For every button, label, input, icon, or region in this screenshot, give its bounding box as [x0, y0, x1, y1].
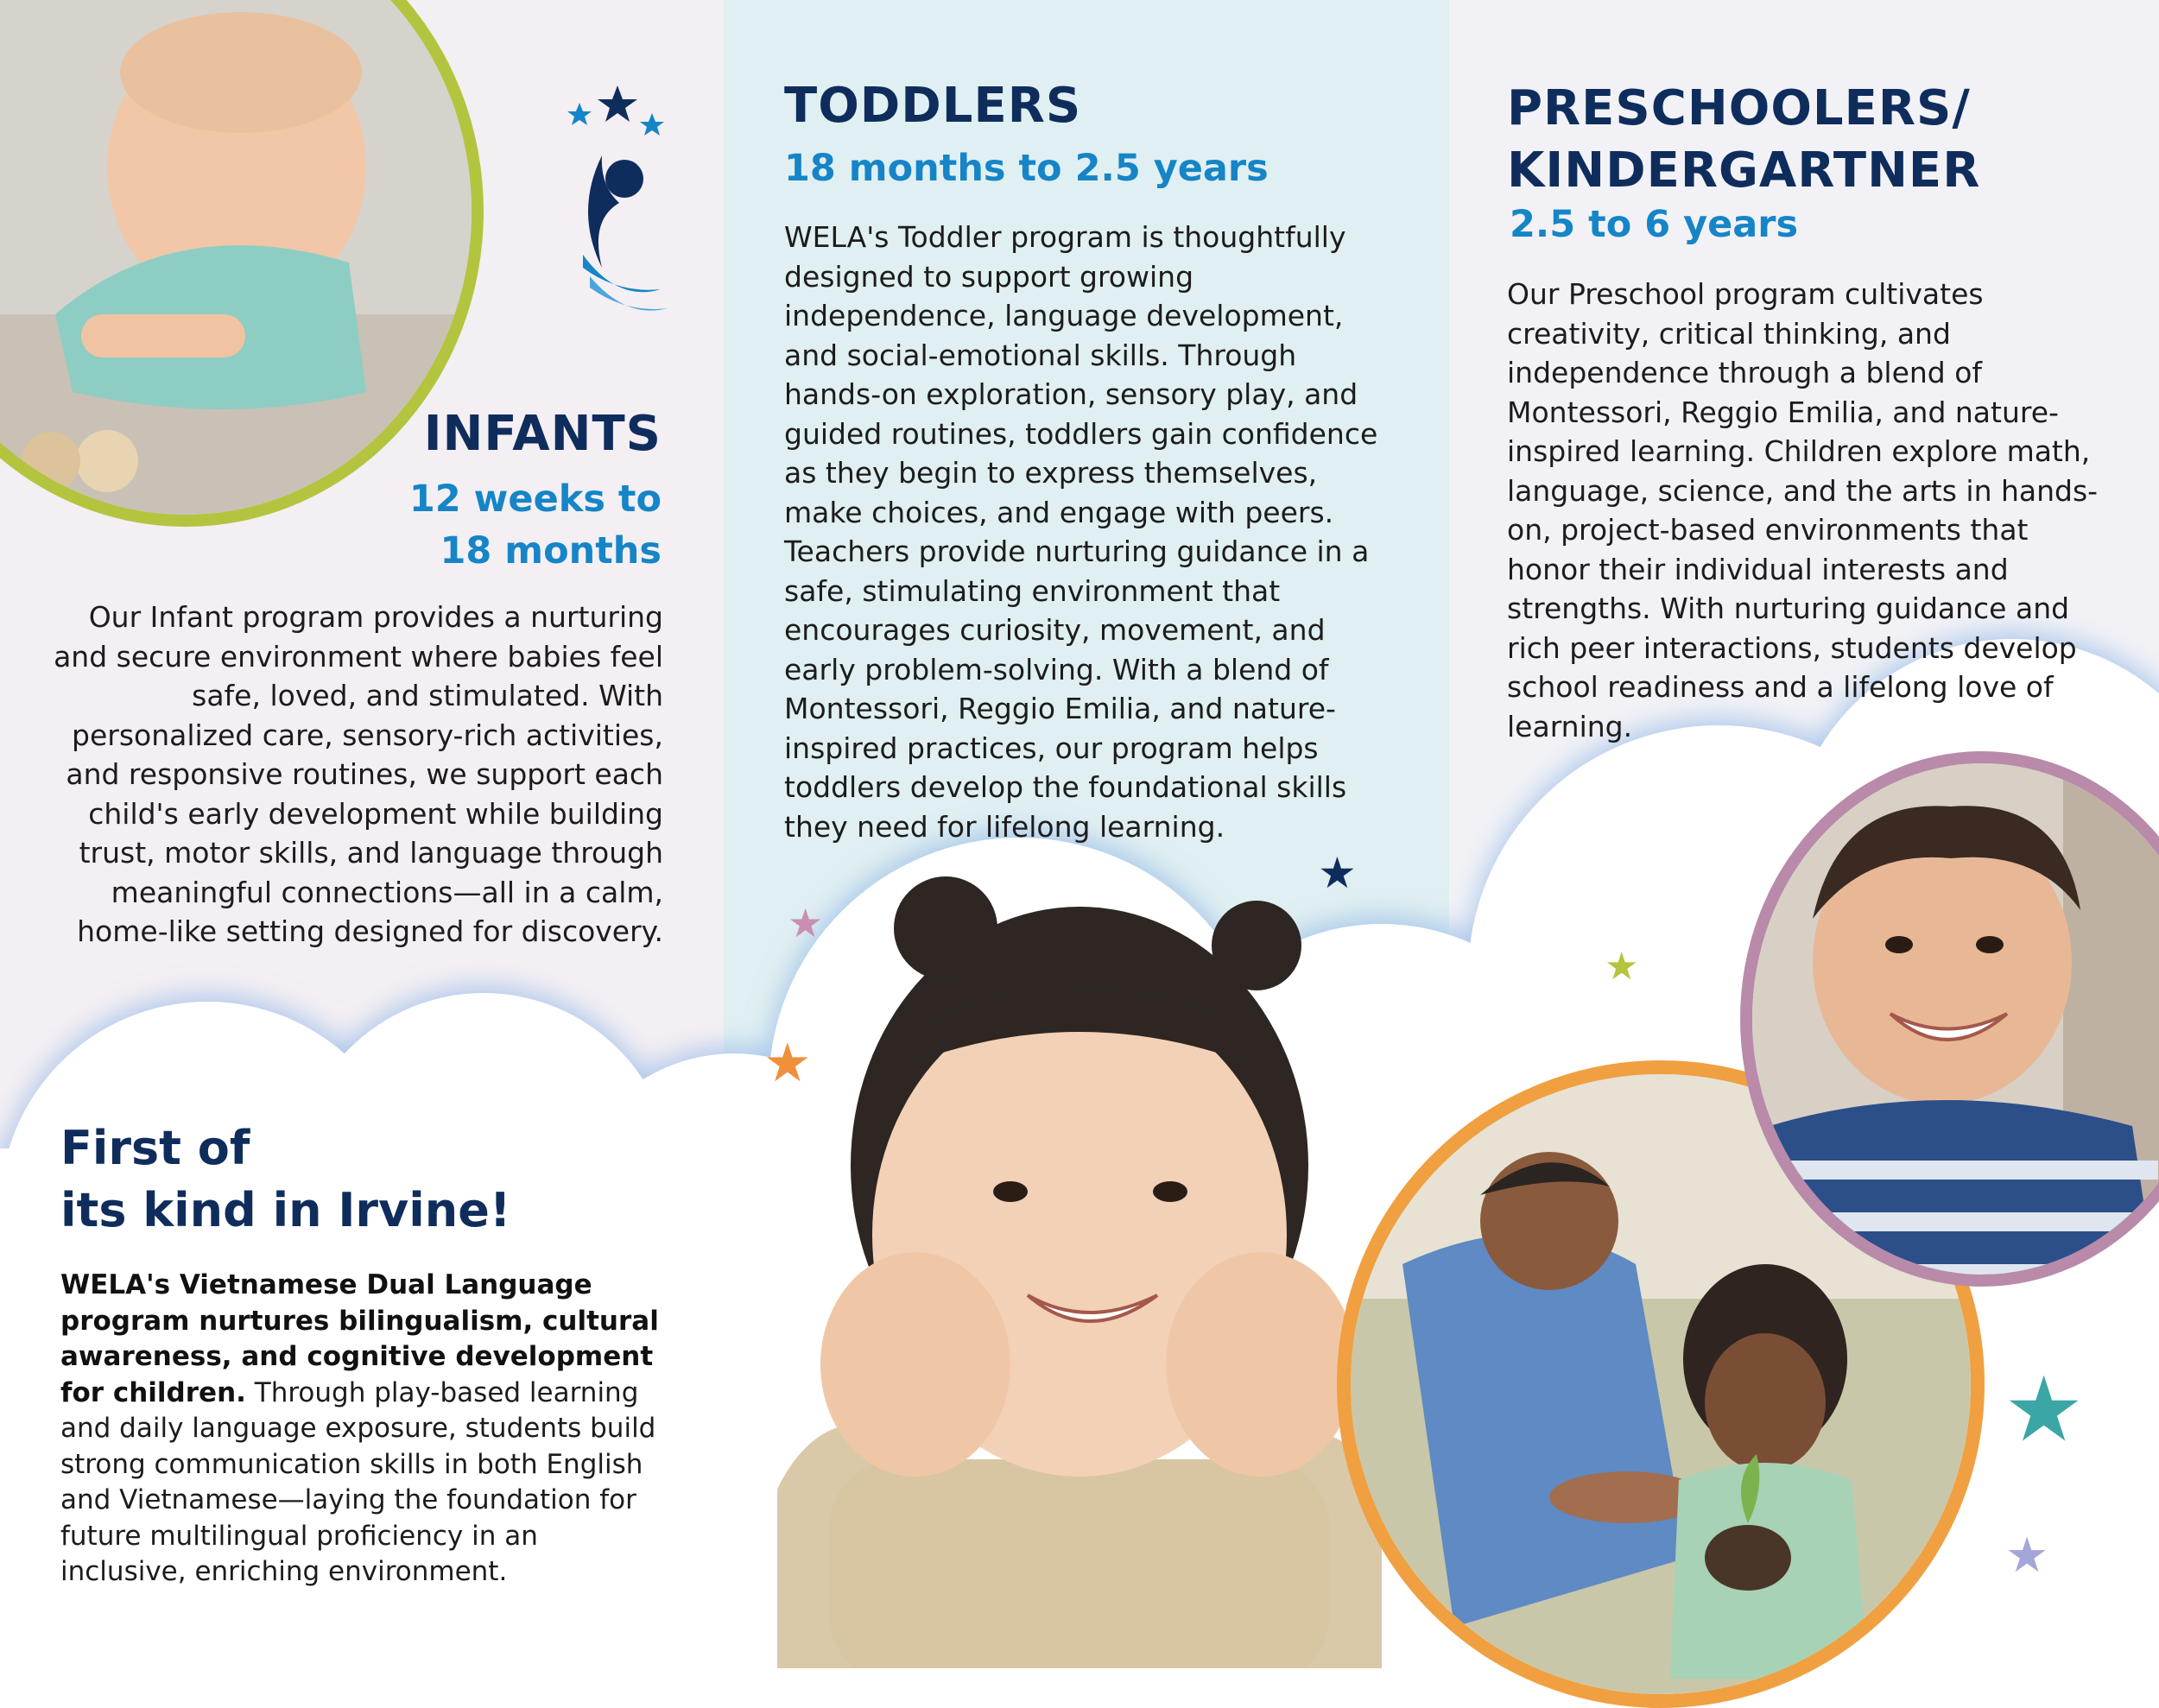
- infants-age-range: [406, 473, 662, 577]
- toddlers-age-range: 18 months to 2.5 years: [784, 147, 1269, 190]
- preschool-age-range: 2.5 to 6 years: [1510, 203, 1799, 246]
- infants-age-line-2: 18 months: [440, 529, 662, 572]
- smiling-toddler-girl-photo: [777, 863, 1382, 1668]
- star-icon: ★: [2005, 1528, 2049, 1584]
- infants-age-line-1: 12 weeks to: [408, 478, 662, 521]
- preschool-heading: [1507, 78, 2112, 202]
- first-of-kind-heading-line-1: First of: [60, 1121, 250, 1175]
- first-of-kind-heading: [60, 1117, 579, 1242]
- toddlers-description: WELA's Toddler program is thoughtfully designed to support growing independence, language development, and social-emotional skills. Through hands-on exploration, sensory play, and guided routines, toddlers gain confidence as they begin to express themselves, make choices, and engage with peers. Teachers provide nurturing guidance in a safe, stimulating environment that encourages curiosity, movement, and early problem-solving. With a blend of Montessori, Reggio Emilia, and nature-inspired practices, our program helps toddlers develop the foundational skills they need for lifelong learning.: [784, 220, 1378, 844]
- star-icon: ★: [1318, 848, 1357, 898]
- wela-logo-figure-with-stars-icon: [566, 82, 669, 332]
- first-of-kind-body-text: Through play-based learning and daily language exposure, students build strong communication skills in both English and Vietnamese—laying the foundation for future multilingual proficiency in an inclusive, enriching environment.: [60, 1376, 656, 1587]
- infants-heading: INFANTS: [423, 406, 662, 462]
- first-of-kind-bold-lead: WELA's Vietnamese Dual Language program nurtures bilingualism, cultural awareness, and cognitive development for children.: [60, 1269, 659, 1408]
- first-of-kind-description: [60, 1268, 665, 1591]
- infants-description: Our Infant program provides a nurturing and secure environment where babies feel safe, loved, and stimulated. With personalized care, sensory-rich activities, and responsive routines, we support each child's early development while building trust, motor skills, and language through meaningful connections—all in a calm, home-like setting designed for discovery.: [54, 600, 663, 948]
- preschool-heading-line-2: KINDERGARTNER: [1507, 142, 1981, 199]
- star-icon: ★: [788, 900, 824, 946]
- preschool-description: Our Preschool program cultivates creativity, critical thinking, and independence through a blend of Montessori, Reggio Emilia, and nature-inspired learning. Children explore math, language, science, and the arts in hands-on, project-based environments that honor their individual interests and strengths. With nurturing guidance and rich peer interactions, students develop school readiness and a lifelong love of learning.: [1507, 277, 2099, 743]
- first-of-kind-heading-line-2: its kind in Irvine!: [60, 1183, 511, 1237]
- star-icon: ★: [2004, 1357, 2085, 1462]
- star-icon: ★: [1605, 945, 1639, 989]
- preschool-heading-line-1: PRESCHOOLERS/: [1507, 80, 1971, 136]
- toddlers-heading: TODDLERS: [784, 78, 1082, 134]
- star-icon: ★: [763, 1031, 812, 1094]
